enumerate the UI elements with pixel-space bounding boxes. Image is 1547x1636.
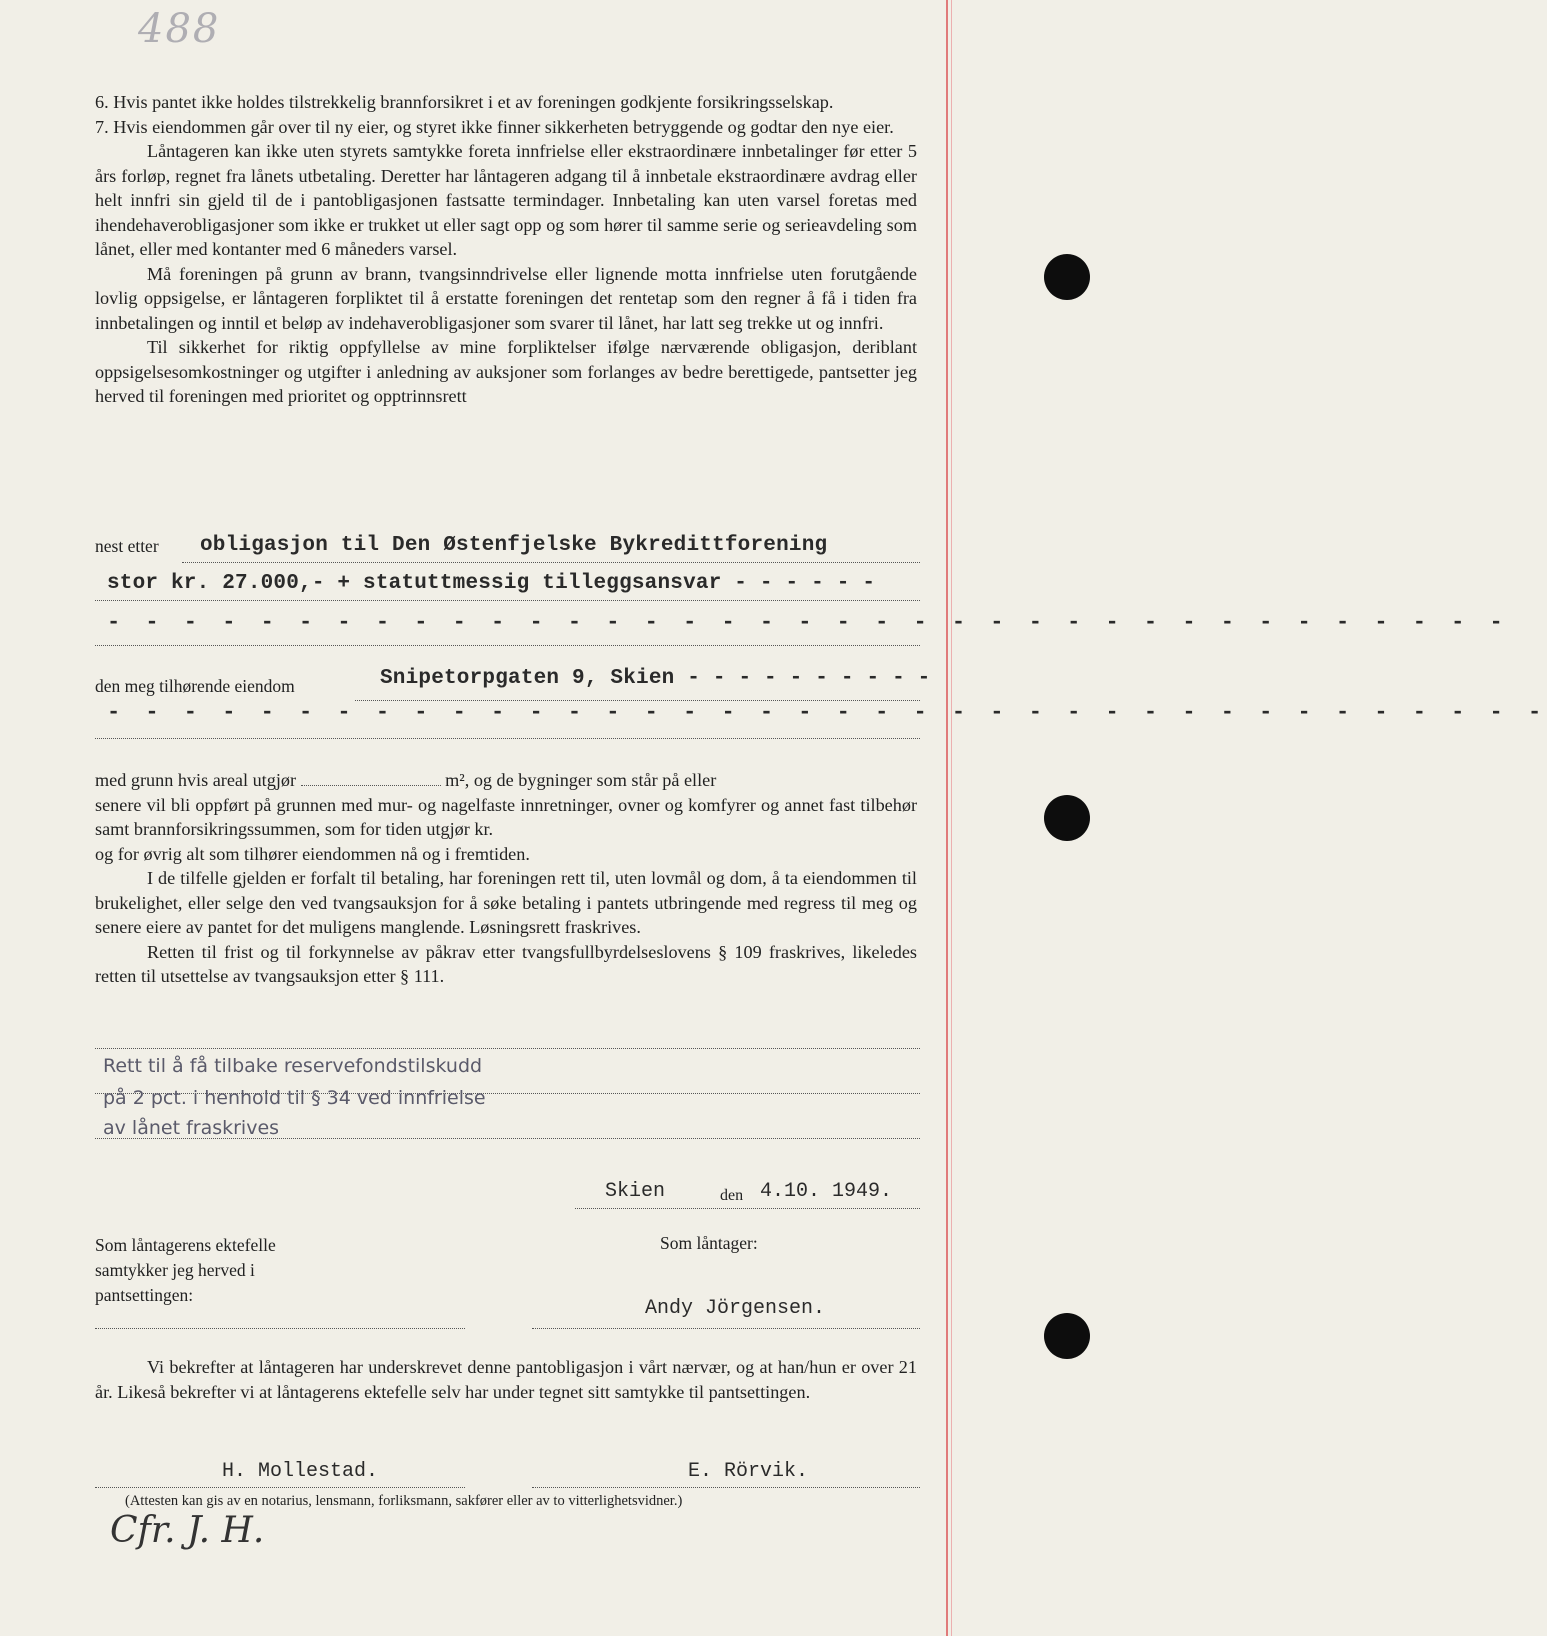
punch-hole [1044,254,1090,300]
date-den: den [720,1187,744,1204]
paragraph: Til sikkerhet for riktig oppfyllelse av mine forpliktelser ifølge nærværende obligasjon, deriblant oppsigelsesomkostninger og utgifter i anledning av auksjoner som forlanges av bedre berettigede, pantsetter jeg herved til foreningen med prioritet og opptrinnsrett [95,337,917,406]
list-item: 6. Hvis pantet ikke holdes tilstrekkelig brannforsikret i et av foreningen godkjente forsikringsselskap. [95,92,834,112]
date-place: Skien [605,1180,666,1203]
dotted-line [95,600,920,601]
paragraph: Låntageren kan ikke uten styrets samtykke foreta innfrielse eller ekstraordinære innbetalinger før etter 5 års forløp, regnet fra lånets utbetaling. Deretter har låntageren adgang til å innbetale ekstraordinære avdrag eller helt innfri sin gjeld til de i pantobligasjonen fastsatte termindager. Innbetaling kan uten varsel foretas med ihendehaverobligasjoner som ikke er trukket ut eller sagt opp og som hører til samme serie og serieavdeling som lånet, eller med kontanter med 6 måneders varsel. [95,141,917,259]
top-handwritten-note: 488 [138,6,221,52]
paragraph: Må foreningen på grunn av brann, tvangsinndrivelse eller lignende motta innfrielse uten forutgående lovlig oppsigelse, er låntageren forpliktet til å erstatte foreningen det rentetap som den regner å få i tiden fra innbetalingen og inntil et beløp av indehaverobligasjoner som svarer til lånet, har latt seg trekke ut og innfri. [95,263,917,333]
area-last: og for øvrig alt som tilhører eiendommen nå og i fremtiden. [95,843,530,864]
punch-hole [1044,795,1090,841]
borrower-signature-line [532,1328,920,1329]
prior-mortgage-amount: stor kr. 27.000,- + statuttmessig tilleggsansvar - - - - - - [107,572,876,595]
handwritten-initials: Cfr. J. H. [110,1510,265,1551]
stamp-line: Rett til å få tilbake reservefondstilskudd [103,1055,483,1077]
nest-etter-label: nest etter [95,536,159,556]
spouse-signature-line [95,1328,465,1329]
witness-line-2 [532,1487,920,1488]
witness-text: Vi bekrefter at låntageren har underskrevet denne pantobligasjon i vårt nærvær, og at han/hun er over 21 år. Likeså bekrefter vi at låntagerens ektefelle selv har under tegnet sitt samtykke til pantsettingen. [95,1357,917,1402]
attest-note: (Attesten kan gis av en notarius, lensmann, forliksmann, sakfører eller av to vitterlighetsvidner.) [125,1493,683,1509]
stamp-line: av lånet fraskrives [103,1117,280,1139]
list-item: 7. Hvis eiendommen går over til ny eier, og styret ikke finner sikkerheten betryggende og godtar den nye eier. [95,116,894,137]
spouse-consent-label: Som låntagerens ektefelle samtykker jeg herved i pantsettingen: [95,1235,276,1305]
filler-dashes: - - - - - - - - - - - - - - - - - - - - - - - - - - - - - - - - - - - - - [107,610,1509,635]
conditions-block [95,90,917,409]
dotted-line [575,1208,920,1209]
witness-signature-1: H. Mollestad. [222,1460,379,1483]
area-rest: senere vil bli oppført på grunnen med mur- og nagelfaste innretninger, ovner og komfyrer og annet fast tilbehør samt brannforsikringssummen, som for tiden utgjør kr. [95,794,917,839]
dotted-line [95,645,920,646]
stamp-line: på 2 pct. i henhold til § 34 ved innfrielse [103,1087,486,1109]
margin-rule [946,0,948,1636]
dotted-line [95,738,920,739]
witness-block [95,1355,917,1404]
property-label: den meg tilhørende eiendom [95,676,295,696]
dotted-line [95,1048,920,1049]
area-line: med grunn hvis areal utgjør m², og de bygninger som står på eller [95,770,717,790]
witness-line-1 [95,1487,465,1488]
paragraph: I de tilfelle gjelden er forfalt til betaling, har foreningen rett til, uten lovmål og dom, å ta eiendommen til brukelighet, eller selge den ved tvangsauksjon for å søke betaling i pantets utbringende med regress til meg og senere eiere av pantet for det muligens manglende. Løsningsrett fraskrives. [95,868,917,937]
area-blank [301,785,441,786]
borrower-label: Som låntager: [660,1233,758,1253]
margin-rule-secondary [951,0,952,1636]
prior-mortgage-text: obligasjon til Den Østenfjelske Bykredittforening [200,534,828,557]
date-value: 4.10. 1949. [760,1180,893,1203]
property-address: Snipetorpgaten 9, Skien - - - - - - - - - - [380,667,931,690]
paragraph: Retten til frist og til forkynnelse av påkrav etter tvangsfullbyrdelseslovens § 109 fraskrives, likeledes retten til utsettelse av tvangsauksjon etter § 111. [95,941,917,986]
punch-hole [1044,1313,1090,1359]
area-block [95,768,917,989]
dotted-line [182,562,920,563]
witness-signature-2: E. Rörvik. [688,1460,809,1483]
filler-dashes: - - - - - - - - - - - - - - - - - - - - - - - - - - - - - - - - - - - - - - [107,700,1547,725]
borrower-signature: Andy Jörgensen. [645,1297,826,1320]
